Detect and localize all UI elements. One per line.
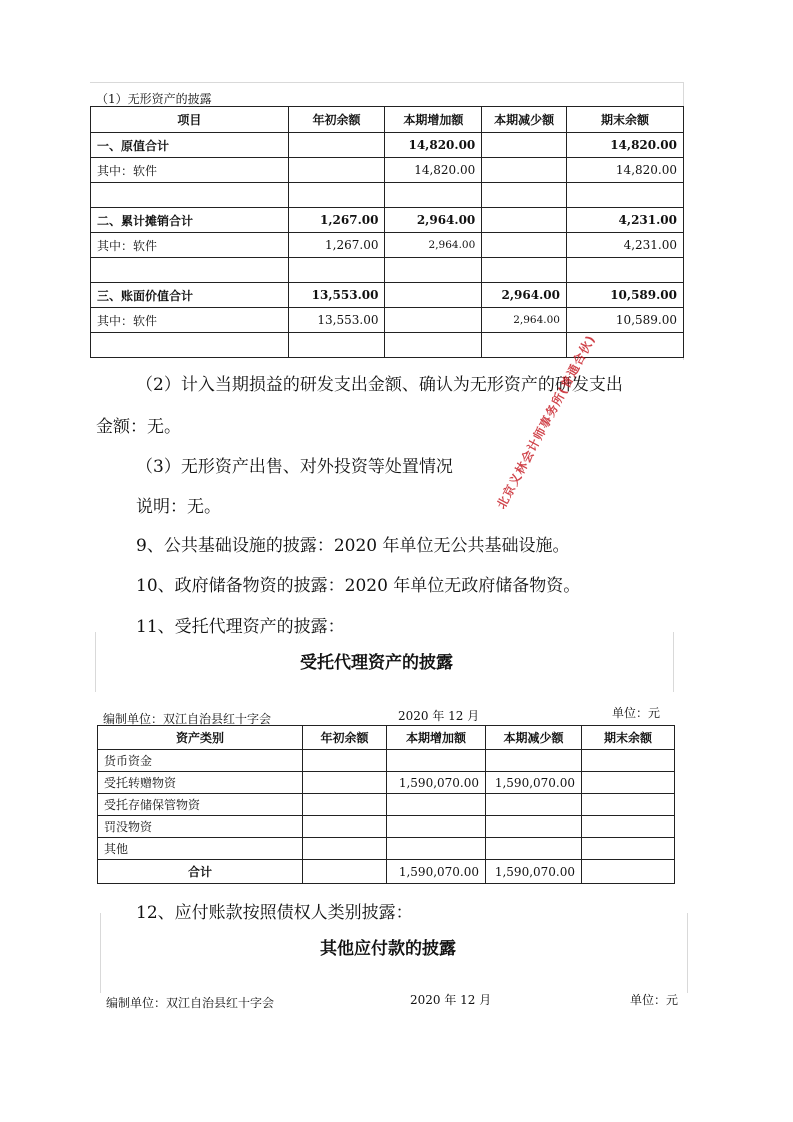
cell-value: 14,820.00 — [385, 158, 482, 183]
cell-value — [387, 794, 486, 816]
entrusted-header-row — [98, 726, 675, 750]
header-cell: 期末余额 — [582, 726, 675, 750]
cell-value — [387, 750, 486, 772]
intangible-caption: （1）无形资产的披露 — [96, 92, 212, 106]
cell-value — [486, 794, 582, 816]
header-cell: 本期增加额 — [385, 107, 482, 133]
cell-value — [385, 283, 482, 308]
cell-value — [288, 258, 385, 283]
cell-value: 10,589.00 — [566, 283, 683, 308]
header-cell: 年初余额 — [288, 107, 385, 133]
cell-value — [482, 158, 567, 183]
scan-line — [687, 913, 688, 993]
cell-value — [385, 258, 482, 283]
entrusted-period: 2020 年 12 月 — [398, 709, 480, 723]
cell-value — [582, 838, 675, 860]
paragraph-10: 10、政府储备物资的披露：2020 年单位无政府储备物资。 — [136, 576, 581, 596]
cell-value: 2,964.00 — [482, 283, 567, 308]
cell-value — [566, 183, 683, 208]
cell-value: 1,267.00 — [288, 233, 385, 258]
payables-period: 2020 年 12 月 — [410, 993, 492, 1007]
cell-value: 1,590,070.00 — [387, 772, 486, 794]
table-row — [91, 133, 684, 158]
entrusted-table — [97, 725, 675, 884]
cell-value: 1,590,070.00 — [486, 772, 582, 794]
header-cell: 本期减少额 — [482, 107, 567, 133]
cell-value: 2,964.00 — [385, 208, 482, 233]
cell-value — [582, 860, 675, 884]
row-label: 二、累计摊销合计 — [91, 208, 289, 233]
cell-value — [387, 816, 486, 838]
row-label — [91, 183, 289, 208]
table-row — [98, 772, 675, 794]
paragraph-12: 12、应付账款按照债权人类别披露： — [136, 903, 413, 923]
header-cell: 本期增加额 — [387, 726, 486, 750]
cell-value — [303, 816, 387, 838]
cell-value — [582, 750, 675, 772]
header-cell: 年初余额 — [303, 726, 387, 750]
table-row — [91, 208, 684, 233]
cell-value: 1,590,070.00 — [387, 860, 486, 884]
cell-value: 14,820.00 — [566, 158, 683, 183]
cell-value: 14,820.00 — [385, 133, 482, 158]
header-cell: 期末余额 — [566, 107, 683, 133]
cell-value — [582, 772, 675, 794]
header-cell: 本期减少额 — [486, 726, 582, 750]
row-label: 罚没物资 — [98, 816, 303, 838]
cell-value — [482, 133, 567, 158]
cell-value — [566, 258, 683, 283]
cell-value — [303, 860, 387, 884]
cell-value — [385, 333, 482, 358]
cell-value — [288, 333, 385, 358]
cell-value — [303, 772, 387, 794]
cell-value: 10,589.00 — [566, 308, 683, 333]
cell-value: 14,820.00 — [566, 133, 683, 158]
row-label: 其中：软件 — [91, 233, 289, 258]
total-row — [98, 860, 675, 884]
cell-value: 4,231.00 — [566, 208, 683, 233]
cell-value — [303, 838, 387, 860]
cell-value — [288, 133, 385, 158]
cell-value — [288, 183, 385, 208]
paragraph-2-line1: （2）计入当期损益的研发支出金额、确认为无形资产的研发支出 — [136, 375, 623, 395]
row-label — [91, 258, 289, 283]
table-row — [98, 794, 675, 816]
cell-value: 13,553.00 — [288, 308, 385, 333]
cell-value — [303, 794, 387, 816]
row-label: 一、原值合计 — [91, 133, 289, 158]
cell-value — [482, 183, 567, 208]
cell-value — [482, 233, 567, 258]
header-cell: 项目 — [91, 107, 289, 133]
cell-value: 13,553.00 — [288, 283, 385, 308]
payables-unit: 单位：元 — [630, 993, 679, 1007]
cell-value: 2,964.00 — [385, 233, 482, 258]
cell-value — [482, 333, 567, 358]
cell-value — [482, 258, 567, 283]
table-row — [91, 158, 684, 183]
scan-line — [100, 913, 101, 993]
table-row — [91, 258, 684, 283]
paragraph-9: 9、公共基础设施的披露：2020 年单位无公共基础设施。 — [136, 536, 570, 556]
table-row — [91, 183, 684, 208]
paragraph-11: 11、受托代理资产的披露： — [136, 617, 345, 637]
entrusted-unit-name: 编制单位：双江自治县红十字会 — [103, 712, 272, 726]
row-label: 合计 — [98, 860, 303, 884]
cell-value — [385, 308, 482, 333]
cell-value: 1,267.00 — [288, 208, 385, 233]
row-label: 其中：软件 — [91, 158, 289, 183]
row-label: 受托转赠物资 — [98, 772, 303, 794]
intangible-header-row — [91, 107, 684, 133]
payables-unit-name: 编制单位：双江自治县红十字会 — [106, 996, 275, 1010]
cell-value — [303, 750, 387, 772]
table-row — [91, 233, 684, 258]
row-label: 其中：软件 — [91, 308, 289, 333]
cell-value — [486, 750, 582, 772]
cell-value — [486, 816, 582, 838]
entrusted-title: 受托代理资产的披露 — [300, 653, 453, 673]
scan-line — [95, 632, 96, 692]
cell-value — [482, 208, 567, 233]
table-row — [91, 308, 684, 333]
table-row — [98, 838, 675, 860]
row-label: 三、账面价值合计 — [91, 283, 289, 308]
cell-value — [288, 158, 385, 183]
cell-value: 2,964.00 — [482, 308, 567, 333]
cell-value — [387, 838, 486, 860]
cell-value — [385, 183, 482, 208]
table-row — [98, 750, 675, 772]
cell-value — [582, 816, 675, 838]
paragraph-3-note: 说明：无。 — [136, 497, 221, 517]
cell-value: 4,231.00 — [566, 233, 683, 258]
row-label: 货币资金 — [98, 750, 303, 772]
scan-line — [90, 82, 684, 83]
row-label: 受托存储保管物资 — [98, 794, 303, 816]
paragraph-3: （3）无形资产出售、对外投资等处置情况 — [136, 457, 453, 477]
stamp-text: 北京义林会计师事务所(普通合伙) — [494, 332, 599, 512]
table-row — [91, 283, 684, 308]
entrusted-unit: 单位：元 — [612, 706, 661, 720]
cell-value — [582, 794, 675, 816]
row-label — [91, 333, 289, 358]
cell-value — [486, 838, 582, 860]
paragraph-2-line2: 金额：无。 — [96, 417, 181, 437]
payables-title: 其他应付款的披露 — [320, 939, 456, 959]
header-cell: 资产类别 — [98, 726, 303, 750]
intangible-table — [90, 106, 684, 358]
cell-value: 1,590,070.00 — [486, 860, 582, 884]
table-row — [98, 816, 675, 838]
scan-line — [673, 632, 674, 692]
row-label: 其他 — [98, 838, 303, 860]
